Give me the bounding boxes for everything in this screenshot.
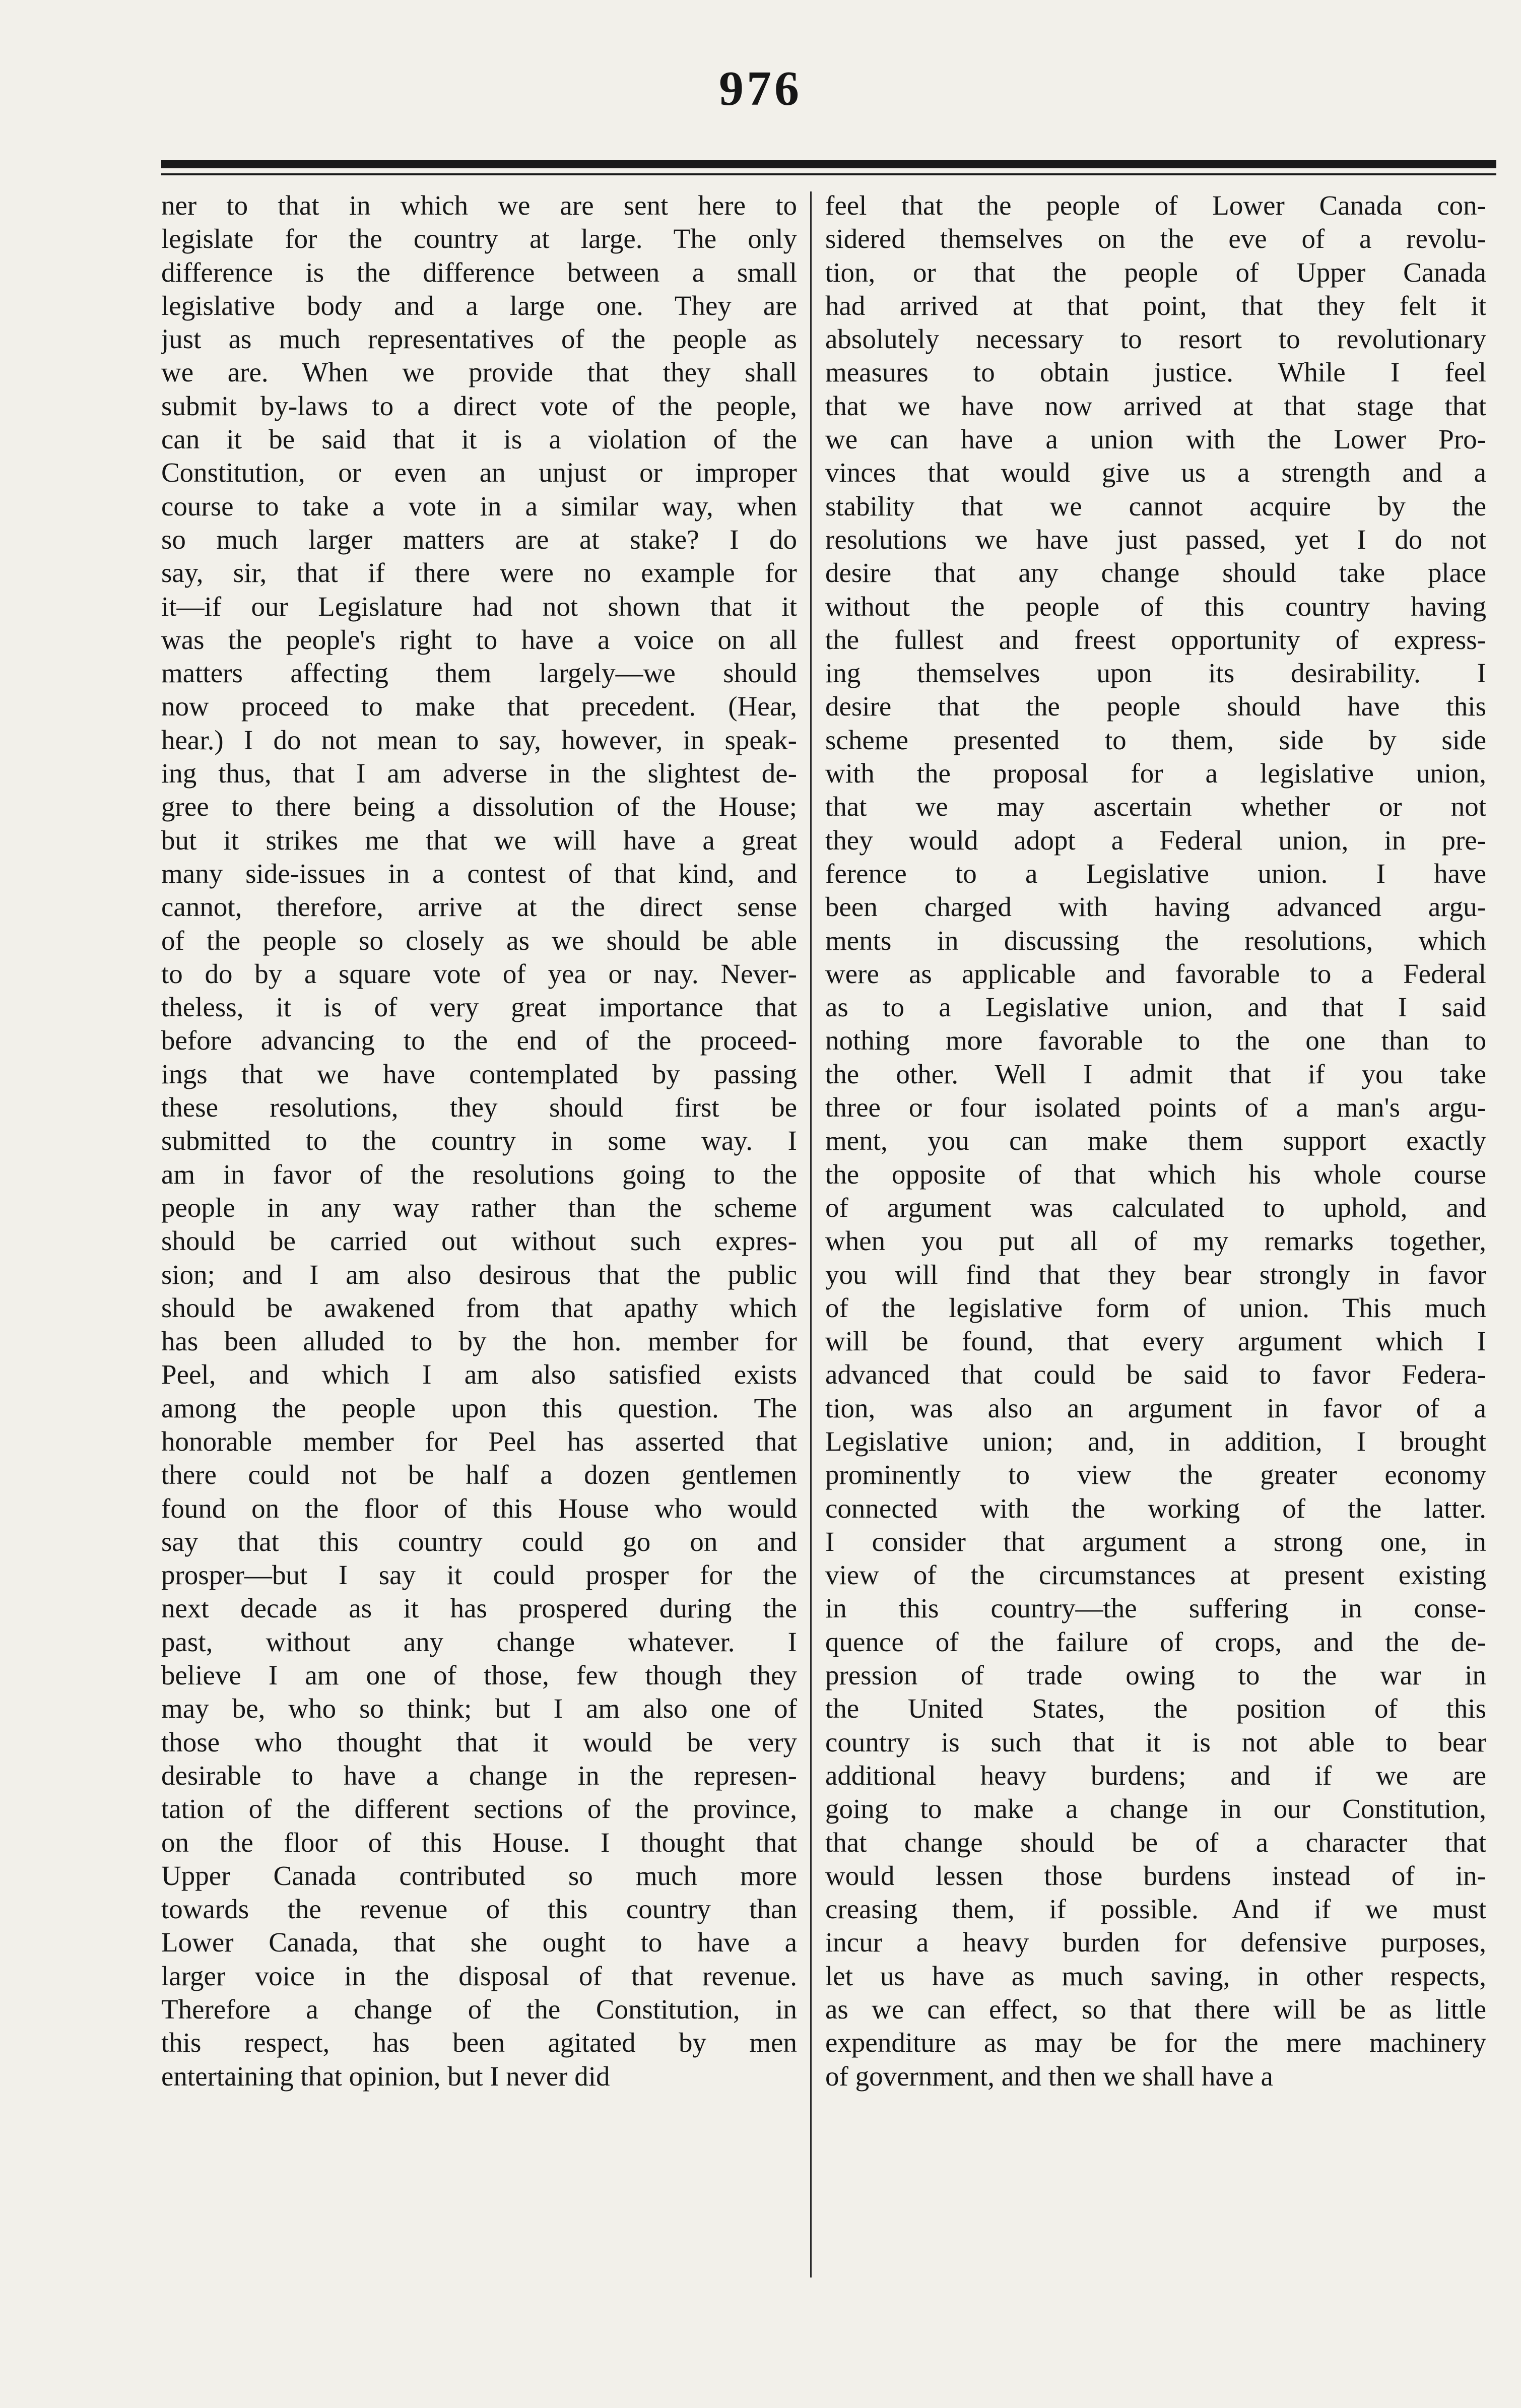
text-line: of government, and then we shall have a <box>825 2060 1273 2092</box>
text-line: those who thought that it would be very <box>161 1726 797 1758</box>
text-line: country is such that it is not able to bear <box>825 1726 1486 1758</box>
text-line: Upper Canada contributed so much more <box>161 1860 797 1891</box>
right-column <box>825 189 1486 2093</box>
text-line: had arrived at that point, that they felt it <box>825 290 1486 321</box>
text-line: as to a Legislative union, and that I said <box>825 992 1486 1023</box>
text-line: ments in discussing the resolutions, which <box>825 925 1486 956</box>
column-divider <box>810 191 812 2277</box>
text-line: three or four isolated points of a man's argu- <box>825 1092 1486 1123</box>
text-line: can it be said that it is a violation of the <box>161 424 797 455</box>
text-line: resolutions we have just passed, yet I do not <box>825 524 1486 555</box>
text-line: entertaining that opinion, but I never did <box>161 2060 610 2092</box>
text-line: say, sir, that if there were no example for <box>161 557 797 589</box>
text-line: found on the floor of this House who would <box>161 1492 797 1524</box>
text-line: we are. When we provide that they shall <box>161 357 797 388</box>
text-line: should be awakened from that apathy which <box>161 1292 797 1323</box>
text-line: of argument was calculated to uphold, and <box>825 1192 1486 1223</box>
text-line: this respect, has been agitated by men <box>161 2027 797 2058</box>
text-line: submit by-laws to a direct vote of the people, <box>161 390 797 421</box>
page-number: 976 <box>719 61 802 116</box>
text-line: say that this country could go on and <box>161 1526 797 1557</box>
text-line: many side-issues in a contest of that kind, and <box>161 858 797 889</box>
text-line: towards the revenue of this country than <box>161 1894 797 1925</box>
text-line: believe I am one of those, few though they <box>161 1660 797 1691</box>
text-line: of the people so closely as we should be able <box>161 925 797 956</box>
text-line: desire that the people should have this <box>825 691 1486 722</box>
text-line: you will find that they bear strongly in favor <box>825 1259 1486 1290</box>
text-line: as we can effect, so that there will be as little <box>825 1994 1486 2025</box>
text-line: measures to obtain justice. While I feel <box>825 357 1486 388</box>
text-line: cannot, therefore, arrive at the direct sense <box>161 891 797 923</box>
text-line: Peel, and which I am also satisfied exists <box>161 1359 797 1390</box>
text-line: difference is the difference between a small <box>161 256 797 288</box>
text-line: advanced that could be said to favor Federa- <box>825 1359 1486 1390</box>
text-line: vinces that would give us a strength and a <box>825 457 1486 488</box>
text-line: ings that we have contemplated by passing <box>161 1058 797 1089</box>
text-line: tation of the different sections of the province, <box>161 1793 797 1825</box>
text-line: desire that any change should take place <box>825 557 1486 589</box>
text-line: feel that the people of Lower Canada con- <box>825 190 1486 221</box>
text-line: ing thus, that I am adverse in the slightest de- <box>161 758 797 789</box>
text-line: now proceed to make that precedent. (Hear, <box>161 691 797 722</box>
text-line: going to make a change in our Constitution, <box>825 1793 1486 1825</box>
text-line: legislative body and a large one. They are <box>161 290 797 321</box>
text-line: incur a heavy burden for defensive purposes, <box>825 1927 1486 1958</box>
text-line: people in any way rather than the scheme <box>161 1192 797 1223</box>
text-line: that we have now arrived at that stage that <box>825 390 1486 421</box>
text-line: to do by a square vote of yea or nay. Never- <box>161 958 797 989</box>
text-line: desirable to have a change in the represen- <box>161 1760 797 1791</box>
text-line: that we may ascertain whether or not <box>825 791 1486 822</box>
text-line: legislate for the country at large. The only <box>161 223 797 254</box>
text-line: sion; and I am also desirous that the public <box>161 1259 797 1290</box>
text-line: submitted to the country in some way. I <box>161 1125 797 1156</box>
text-line: tion, or that the people of Upper Canada <box>825 256 1486 288</box>
text-line: when you put all of my remarks together, <box>825 1225 1486 1257</box>
text-line: let us have as much saving, in other respects, <box>825 1960 1486 1991</box>
text-line: was the people's right to have a voice on all <box>161 624 797 655</box>
text-line: of the legislative form of union. This much <box>825 1292 1486 1323</box>
left-column <box>161 189 797 2093</box>
header-rule-thin <box>161 173 1496 175</box>
text-line: creasing them, if possible. And if we must <box>825 1894 1486 1925</box>
text-line: am in favor of the resolutions going to the <box>161 1158 797 1190</box>
text-line: the other. Well I admit that if you take <box>825 1058 1486 1089</box>
header-rule-thick <box>161 160 1496 168</box>
text-line: connected with the working of the latter. <box>825 1492 1486 1524</box>
text-line: in this country—the suffering in conse- <box>825 1593 1486 1624</box>
text-line: I consider that argument a strong one, in <box>825 1526 1486 1557</box>
text-line: so much larger matters are at stake? I do <box>161 524 797 555</box>
text-line: absolutely necessary to resort to revolutionary <box>825 323 1486 355</box>
text-line: the fullest and freest opportunity of express- <box>825 624 1486 655</box>
text-line: it—if our Legislature had not shown that it <box>161 591 797 622</box>
text-line: theless, it is of very great importance that <box>161 992 797 1023</box>
text-line: honorable member for Peel has asserted that <box>161 1425 797 1457</box>
text-line: without the people of this country having <box>825 591 1486 622</box>
text-line: prosper—but I say it could prosper for the <box>161 1559 797 1591</box>
text-line: they would adopt a Federal union, in pre- <box>825 824 1486 856</box>
text-line: additional heavy burdens; and if we are <box>825 1760 1486 1791</box>
text-line: ner to that in which we are sent here to <box>161 190 797 221</box>
text-line: quence of the failure of crops, and the de- <box>825 1626 1486 1657</box>
text-line: with the proposal for a legislative union, <box>825 758 1486 789</box>
text-line: there could not be half a dozen gentlemen <box>161 1459 797 1490</box>
text-line: larger voice in the disposal of that revenue. <box>161 1960 797 1991</box>
text-line: among the people upon this question. The <box>161 1392 797 1423</box>
text-line: were as applicable and favorable to a Federal <box>825 958 1486 989</box>
text-line: expenditure as may be for the mere machinery <box>825 2027 1486 2058</box>
text-line: just as much representatives of the people as <box>161 323 797 355</box>
text-line: Therefore a change of the Constitution, in <box>161 1994 797 2025</box>
text-line: ing themselves upon its desirability. I <box>825 658 1486 689</box>
text-line: pression of trade owing to the war in <box>825 1660 1486 1691</box>
text-line: that change should be of a character that <box>825 1827 1486 1858</box>
text-line: we can have a union with the Lower Pro- <box>825 424 1486 455</box>
text-line: tion, was also an argument in favor of a <box>825 1392 1486 1423</box>
text-line: prominently to view the greater economy <box>825 1459 1486 1490</box>
text-line: course to take a vote in a similar way, when <box>161 490 797 522</box>
text-line: Constitution, or even an unjust or improper <box>161 457 797 488</box>
text-line: scheme presented to them, side by side <box>825 724 1486 755</box>
text-line: nothing more favorable to the one than to <box>825 1025 1486 1056</box>
text-line: but it strikes me that we will have a great <box>161 824 797 856</box>
text-line: Legislative union; and, in addition, I brought <box>825 1425 1486 1457</box>
text-line: hear.) I do not mean to say, however, in speak- <box>161 724 797 755</box>
text-line: on the floor of this House. I thought that <box>161 1827 797 1858</box>
text-line: sidered themselves on the eve of a revolu- <box>825 223 1486 254</box>
text-line: the opposite of that which his whole course <box>825 1158 1486 1190</box>
text-line: gree to there being a dissolution of the House; <box>161 791 797 822</box>
text-line: would lessen those burdens instead of in- <box>825 1860 1486 1891</box>
text-line: ment, you can make them support exactly <box>825 1125 1486 1156</box>
text-line: the United States, the position of this <box>825 1693 1486 1724</box>
text-line: matters affecting them largely—we should <box>161 658 797 689</box>
text-line: should be carried out without such expres- <box>161 1225 797 1257</box>
text-line: Lower Canada, that she ought to have a <box>161 1927 797 1958</box>
text-line: next decade as it has prospered during the <box>161 1593 797 1624</box>
text-line: will be found, that every argument which I <box>825 1326 1486 1357</box>
text-line: ference to a Legislative union. I have <box>825 858 1486 889</box>
text-line: past, without any change whatever. I <box>161 1626 797 1657</box>
text-line: before advancing to the end of the proceed- <box>161 1025 797 1056</box>
text-line: view of the circumstances at present existing <box>825 1559 1486 1591</box>
text-line: these resolutions, they should first be <box>161 1092 797 1123</box>
text-line: has been alluded to by the hon. member for <box>161 1326 797 1357</box>
text-line: stability that we cannot acquire by the <box>825 490 1486 522</box>
text-line: been charged with having advanced argu- <box>825 891 1486 923</box>
text-line: may be, who so think; but I am also one of <box>161 1693 797 1724</box>
